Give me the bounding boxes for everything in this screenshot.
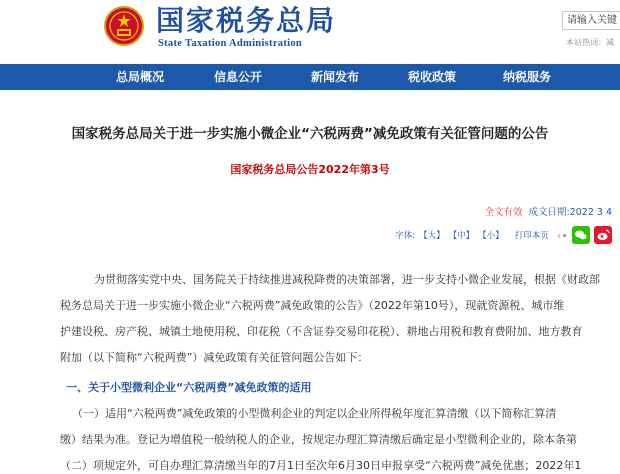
site-name-en: State Taxation Administration <box>158 38 303 49</box>
body-line-2: 缴）结果为准。登记为增值税一般纳税人的企业，按规定办理汇算清缴后确定是小型微利企业的，除本条第 <box>60 433 577 446</box>
body-line-3: （二）项规定外，可自办理汇算清缴当年的7月1日至次年6月30日申报享受“六税两费”减免优惠；2022年1 <box>60 459 582 472</box>
nav-item-taxpayer-service[interactable]: 纳税服务 <box>502 70 552 84</box>
font-size-label: 字体: <box>395 231 416 241</box>
site-name-cn[interactable]: 国家税务总局 <box>156 4 337 37</box>
print-button[interactable]: 打印本页 <box>514 231 549 241</box>
validity-status: 全文有效 <box>484 207 523 218</box>
article-meta <box>484 204 612 218</box>
announcement-number: 国家税务总局公告2022年第3号 <box>230 163 390 176</box>
font-large-button[interactable]: 【大】 <box>419 231 445 241</box>
issue-date: 成文日期:2022 3 4 <box>528 207 612 218</box>
intro-line-2: 税务总局关于进一步实施小微企业“六税两费”减免政策的公告》（2022年第10号），现就资源税、城市维 <box>60 299 565 312</box>
intro-line-3: 护建设税、房产税、城镇土地使用税、印花税（不含证券交易印花税）、耕地占用税和教育费附加、地方教育 <box>60 325 583 338</box>
nav-item-news[interactable]: 新闻发布 <box>310 70 360 84</box>
font-medium-button[interactable]: 【中】 <box>448 231 475 241</box>
section-1-heading: 一、关于小型微利企业“六税两费”减免政策的适用 <box>66 381 312 394</box>
page-title: 国家税务总局关于进一步实施小微企业“六税两费”减免政策有关征管问题的公告 <box>71 126 549 142</box>
wechat-icon[interactable] <box>572 226 590 244</box>
hot-words[interactable]: 本站热词：减 <box>566 38 614 47</box>
site-header <box>0 0 620 62</box>
nav-item-overview[interactable]: 总局概况 <box>115 70 165 84</box>
intro-line-4: 附加（以下简称“六税两费”）减免政策有关征管问题公告如下： <box>60 351 369 364</box>
body-line-1: （一）适用“六税两费”减免政策的小型微利企业的判定以企业所得税年度汇算清缴（以下简称汇算清 <box>72 407 557 420</box>
main-nav <box>0 64 620 90</box>
weibo-icon[interactable] <box>594 226 612 244</box>
nav-item-info-disclosure[interactable]: 信息公开 <box>213 70 263 84</box>
font-small-button[interactable]: 【小】 <box>478 231 504 241</box>
share-icon: ‹∙ <box>556 228 568 242</box>
nav-item-tax-policy[interactable]: 税收政策 <box>407 70 457 84</box>
article-tools <box>395 224 612 246</box>
intro-line-1: 为贯彻落实党中央、国务院关于持续推进减税降费的决策部署，进一步支持小微企业发展，根据《财政部 <box>94 273 600 286</box>
search-input[interactable]: 请输入关键 <box>562 11 620 30</box>
national-emblem-icon <box>104 6 144 46</box>
